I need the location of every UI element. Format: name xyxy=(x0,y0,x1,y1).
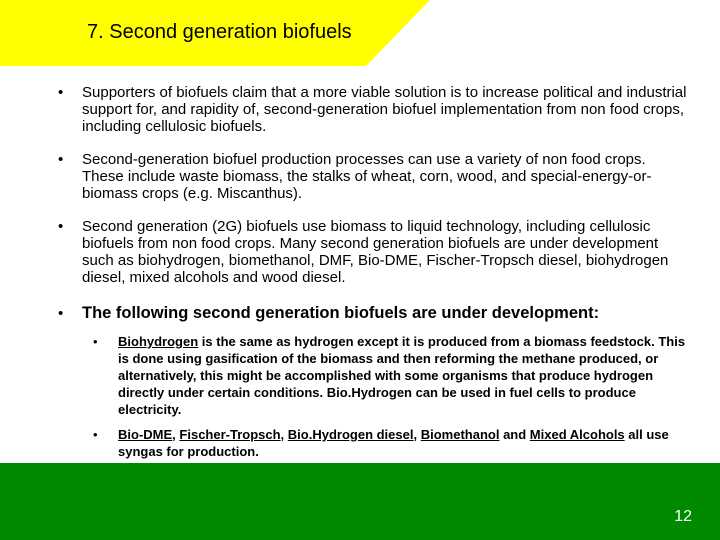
sub-bullet-marker: • xyxy=(93,334,98,349)
slide-title: 7. Second generation biofuels xyxy=(87,21,352,43)
bullet-paragraph-3: Second generation (2G) biofuels use biomass to liquid technology, including cellulosic biofuels from non food crops. Many second generation biofuels are under development such as biohydrogen, biomethanol, DMF, Bio-DME, Fischer-Tropsch diesel, biohydrogen diesel, mixed alcohols and wood diesel. xyxy=(82,218,669,286)
bullet-paragraph-4: The following second generation biofuels are under development: xyxy=(82,304,600,322)
term-bio-dme: Bio-DME xyxy=(118,427,173,442)
term-biomethanol: Biomethanol xyxy=(420,427,500,442)
bullet-marker: • xyxy=(58,84,64,101)
bullet-marker: • xyxy=(58,305,64,322)
separator: , xyxy=(280,427,288,442)
page-number: 12 xyxy=(674,508,692,525)
sub-bullet-2-text: all use syngas for production. xyxy=(118,427,669,459)
separator: , xyxy=(413,427,421,442)
term-biohydrogen-diesel: Bio.Hydrogen diesel xyxy=(287,427,414,442)
separator: , xyxy=(172,427,180,442)
sub-bullet-paragraph-2 xyxy=(118,426,688,460)
term-mixed-alcohols: Mixed Alcohols xyxy=(529,427,625,442)
bullet-marker: • xyxy=(58,151,64,168)
term-fischer-tropsch: Fischer-Tropsch xyxy=(179,427,281,442)
sub-bullet-marker: • xyxy=(93,427,98,442)
bullet-paragraph-1: Supporters of biofuels claim that a more viable solution is to increase political and industrial support for, and rapidity of, second-generation biofuel implementation from non food crops, including cellulosic biofuels. xyxy=(82,84,687,135)
bullet-marker: • xyxy=(58,218,64,235)
sub-bullet-1-text: is the same as hydrogen except it is produced from a biomass feedstock. This is done using gasification of the biomass and then reforming the methane produced, or alternatively, this might be accomplished with some organisms that produce hydrogen directly under certain conditions. Bio.Hydrogen can be used in fuel cells to produce electricity. xyxy=(118,334,686,417)
sub-bullet-paragraph-1 xyxy=(118,333,688,418)
separator: and xyxy=(499,427,530,442)
bullet-paragraph-2: Second-generation biofuel production processes can use a variety of non food crops. These include waste biomass, the stalks of wheat, corn, wood, and special-energy-or-biomass crops (e.g. Miscanthus). xyxy=(82,151,652,202)
term-biohydrogen: Biohydrogen xyxy=(118,334,199,349)
footer-bar xyxy=(0,463,720,540)
